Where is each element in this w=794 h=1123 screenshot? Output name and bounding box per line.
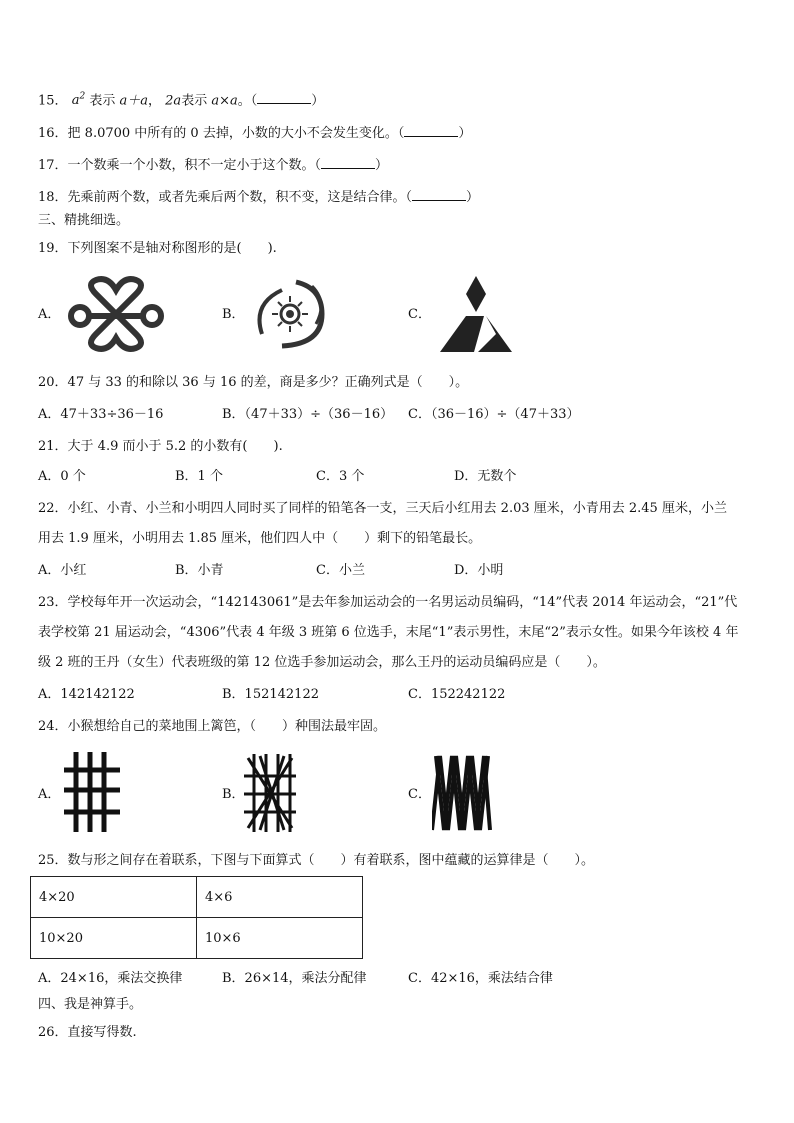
- q26-stem: 26．直接写得数.: [38, 1025, 137, 1040]
- q17-line: 17．一个数乘一个小数，积不一定小于这个数。（ ）: [38, 158, 389, 173]
- q19-stem: 19．下列图案不是轴对称图形的是( ).: [38, 241, 277, 256]
- q24-stem: 24．小猴想给自己的菜地围上篱笆，（ ）种围法最牢固。: [38, 719, 387, 734]
- fence-zigzag-icon: [432, 754, 492, 832]
- q15-a2: $a^2$: [71, 92, 86, 109]
- three-diamond-logo-icon: [438, 274, 514, 354]
- q22-option-a[interactable]: A．小红: [38, 563, 87, 578]
- q25-option-a[interactable]: A．24×16，乘法交换律: [38, 971, 183, 986]
- fence-grid-icon: [64, 752, 124, 832]
- q22-option-d[interactable]: D．小明: [454, 563, 504, 578]
- q25-option-b[interactable]: B．26×14，乘法分配律: [222, 971, 367, 986]
- grid-cell: 10×6: [197, 918, 363, 959]
- q21-option-c[interactable]: C．3 个: [316, 469, 365, 484]
- q22-option-c[interactable]: C．小兰: [316, 563, 365, 578]
- q20-option-a[interactable]: A．47＋33÷36－16: [38, 407, 164, 422]
- grid-cell: 4×20: [31, 877, 197, 918]
- sun-swirl-icon: [252, 274, 328, 354]
- q24-option-a-label[interactable]: A．: [38, 787, 61, 802]
- q21-option-a[interactable]: A．0 个: [38, 469, 86, 484]
- q25-option-c[interactable]: C．42×16，乘法结合律: [408, 971, 553, 986]
- q24-option-b-label[interactable]: B．: [222, 787, 245, 802]
- q17-answer-blank[interactable]: [321, 156, 375, 169]
- fence-cross-grid-icon: [244, 754, 296, 832]
- q20-stem: 20．47 与 33 的和除以 36 与 16 的差，商是多少？正确列式是（ ）。: [38, 375, 469, 390]
- q16-line: 16．把 8.0700 中所有的 0 去掉，小数的大小不会发生变化。（ ）: [38, 126, 472, 141]
- q23-option-c[interactable]: C．152242122: [408, 687, 506, 702]
- q23-stem-line-1: 23．学校每年开一次运动会，“142143061”是去年参加运动会的一名男运动员编码，“14”代表 2014 年运动会，“21”代: [38, 595, 738, 610]
- q16-answer-blank[interactable]: [404, 124, 458, 137]
- q21-option-b[interactable]: B．1 个: [175, 469, 223, 484]
- q22-option-b[interactable]: B．小青: [175, 563, 224, 578]
- q22-stem-line-2: 用去 1.9 厘米，小明用去 1.85 厘米，他们四人中（ ）剩下的铅笔最长。: [38, 531, 482, 546]
- q15-answer-blank[interactable]: [257, 91, 311, 104]
- q23-option-a[interactable]: A．142142122: [38, 687, 135, 702]
- q20-option-c[interactable]: C．（36－16）÷（47＋33）: [408, 407, 580, 422]
- area-grid-table: [30, 876, 363, 959]
- q18-answer-blank[interactable]: [412, 188, 466, 201]
- q20-option-b[interactable]: B．（47＋33）÷（36－16）: [222, 407, 394, 422]
- grid-cell: 4×6: [197, 877, 363, 918]
- chinese-knot-icon: [66, 276, 166, 352]
- q21-option-d[interactable]: D．无数个: [454, 469, 517, 484]
- q15-line: 15． $a^2$ 表示 a＋a， 2a表示 a×a。（ ）: [38, 92, 325, 109]
- section-4-heading: 四、我是神算手。: [38, 997, 143, 1012]
- q22-stem-line-1: 22．小红、小青、小兰和小明四人同时买了同样的铅笔各一支，三天后小红用去 2.03 厘米，小青用去 2.45 厘米，小兰: [38, 501, 727, 516]
- q23-stem-line-3: 级 2 班的王丹（女生）代表班级的第 12 位选手参加运动会，那么王丹的运动员编码应是（ ）。: [38, 655, 606, 670]
- section-3-heading: 三、精挑细选。: [38, 213, 130, 228]
- q23-option-b[interactable]: B．152142122: [222, 687, 319, 702]
- q19-option-b-label[interactable]: B．: [222, 307, 245, 322]
- q25-stem: 25．数与形之间存在着联系，下图与下面算式（ ）有着联系，图中蕴藏的运算律是（ ）。: [38, 853, 595, 868]
- q18-line: 18．先乘前两个数，或者先乘后两个数，积不变，这是结合律。（ ）: [38, 190, 480, 205]
- q21-stem: 21．大于 4.9 而小于 5.2 的小数有( ).: [38, 439, 283, 454]
- q19-option-a-label[interactable]: A．: [38, 307, 61, 322]
- q23-stem-line-2: 表学校第 21 届运动会，“4306”代表 4 年级 3 班第 6 位选手，末尾“1”表示男性，末尾“2”表示女性。如果今年该校 4 年: [38, 625, 739, 640]
- q24-option-c-label[interactable]: C．: [408, 787, 431, 802]
- q19-option-c-label[interactable]: C．: [408, 307, 431, 322]
- grid-cell: 10×20: [31, 918, 197, 959]
